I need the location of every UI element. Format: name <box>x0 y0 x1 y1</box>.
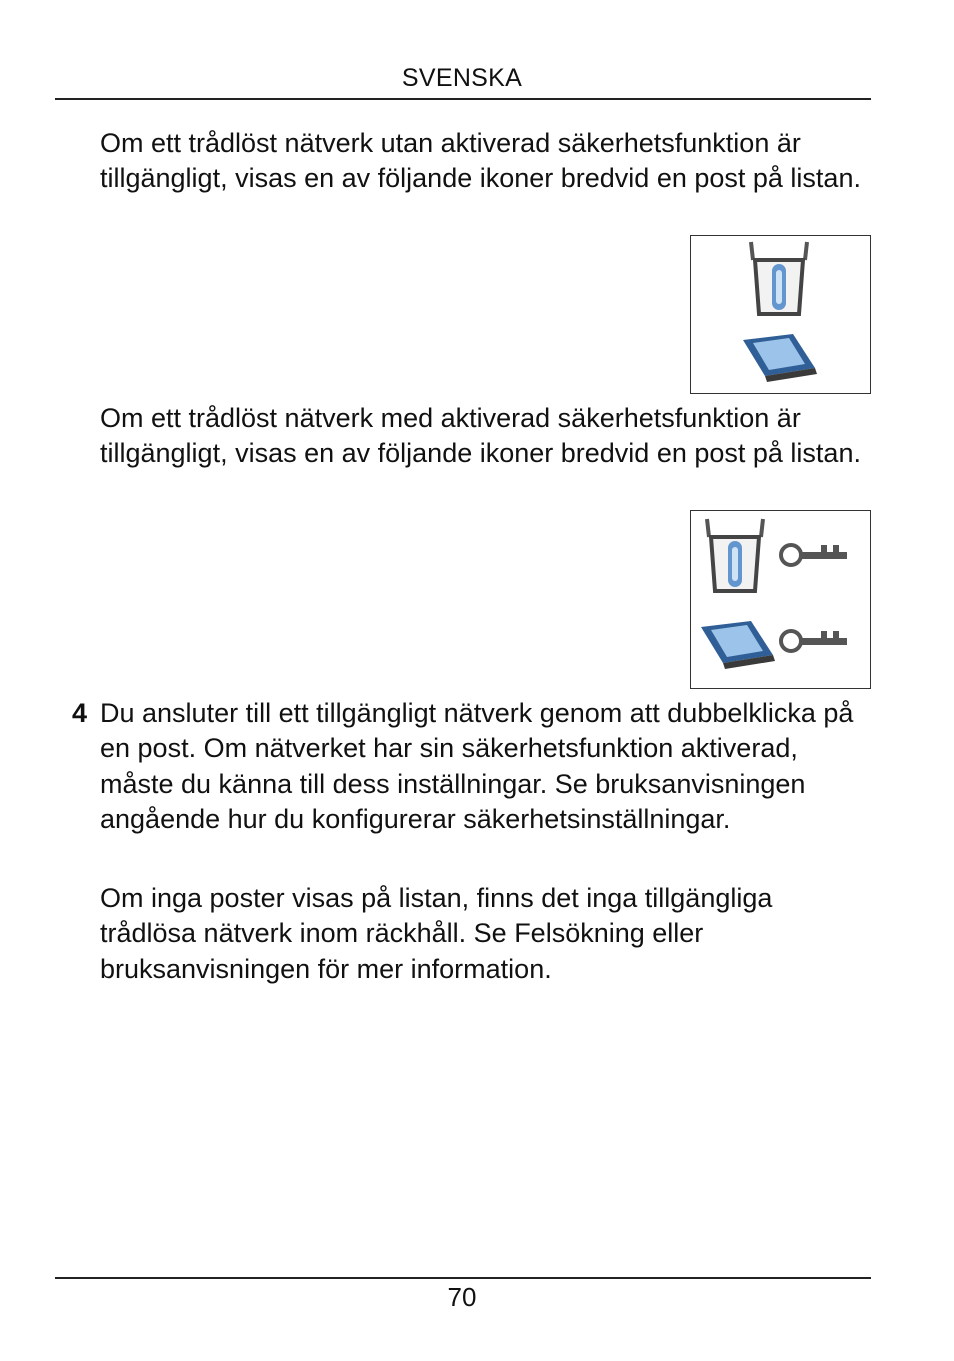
access-point-icon <box>751 242 807 314</box>
step-note: Om inga poster visas på listan, finns det inga tillgängliga trådlösa nätverk inom räckhåll. Se Felsökning eller bruksanvisningen för mer information. <box>100 883 773 984</box>
page-header-title: SVENSKA <box>401 64 523 92</box>
step-text: Du ansluter till ett tillgängligt nätverk genom att dubbelklicka på en post. Om nätverket har sin säkerhetsfunktion aktiverad, måste du känna till dess inställningar. Se bruksanvisningen angående hur du konfigurerar säkerhetsinställningar. <box>100 698 854 834</box>
wireless-card-icon <box>701 621 775 669</box>
page-number: 70 <box>447 1282 477 1312</box>
wireless-card-icon <box>743 334 817 382</box>
secured-network-paragraph: Om ett trådlöst nätverk med aktiverad säkerhetsfunktion är tillgängligt, visas en av följande ikoner bredvid en post på listan. <box>100 403 861 469</box>
key-icon <box>781 631 847 651</box>
footer-rule <box>55 1277 871 1279</box>
unsecured-network-paragraph: Om ett trådlöst nätverk utan aktiverad säkerhetsfunktion är tillgängligt, visas en av följande ikoner bredvid en post på listan. <box>100 128 861 194</box>
unsecured-icons-box <box>690 235 871 394</box>
header-rule <box>55 98 871 100</box>
access-point-icon <box>707 519 763 591</box>
key-icon <box>781 545 847 565</box>
secured-icons-box <box>690 510 871 689</box>
step-number: 4 <box>72 698 88 728</box>
